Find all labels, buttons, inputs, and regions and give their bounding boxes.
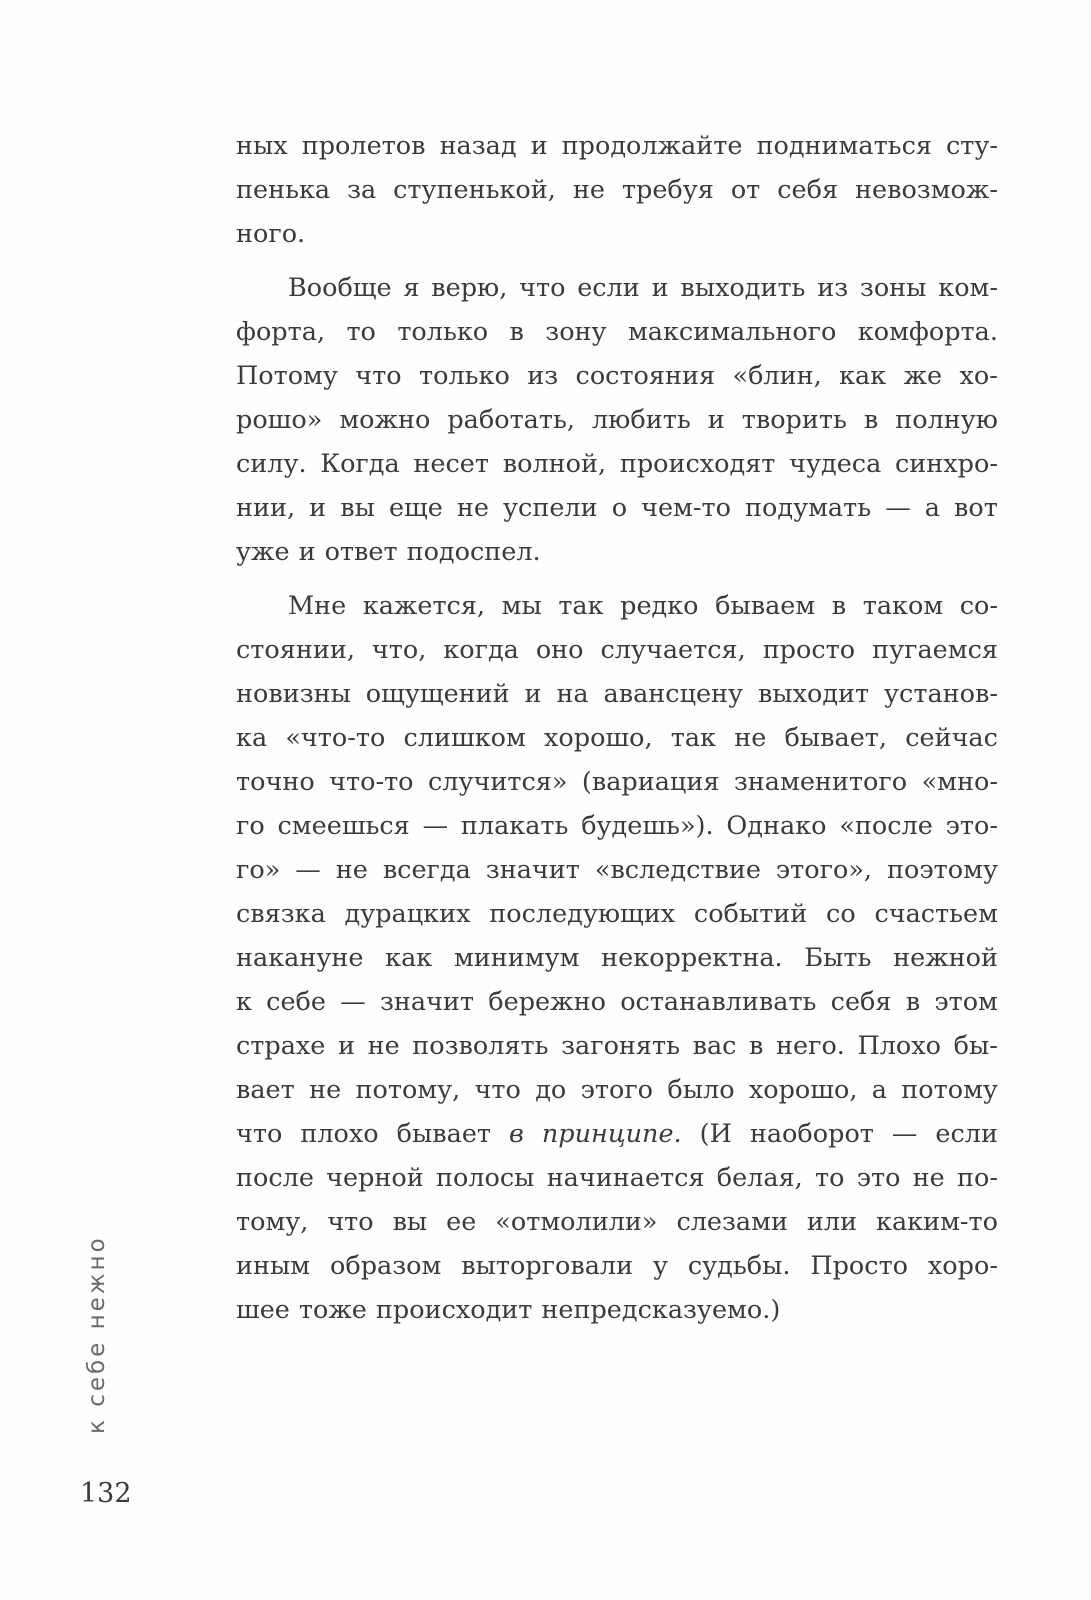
text-line: что плохо бывает в принципе. (И наоборот — если	[236, 1119, 998, 1149]
text-line: к себе — значит бережно останавливать себя в этом	[236, 987, 998, 1017]
text-line: ных пролетов назад и продолжайте подниматься сту-	[236, 131, 998, 161]
text-line: тому, что вы ее «отмолили» слезами или каким-то	[236, 1207, 998, 1237]
text-line: уже и ответ подоспел.	[236, 537, 541, 567]
paragraph	[236, 124, 998, 256]
paragraph	[236, 584, 998, 1332]
page-number: 132	[80, 1478, 132, 1509]
text-line: стоянии, что, когда оно случается, просто пугаемся	[236, 635, 998, 665]
text-line: пенька за ступенькой, не требуя от себя невозмож-	[236, 175, 998, 205]
body-text	[236, 124, 998, 1332]
text-line: вает не потому, что до этого было хорошо, а потому	[236, 1075, 998, 1105]
text-line: Вообще я верю, что если и выходить из зоны ком-	[288, 273, 998, 303]
text-line: ка «что-то слишком хорошо, так не бывает, сейчас	[236, 723, 998, 753]
text-line: шее тоже происходит непредсказуемо.)	[236, 1295, 781, 1325]
paragraph-gap	[236, 574, 998, 584]
text-line: Потому что только из состояния «блин, как же хо-	[236, 361, 998, 391]
text-line: го смеешься — плакать будешь»). Однако «после это-	[236, 811, 998, 841]
text-line: новизны ощущений и на авансцену выходит установ-	[236, 679, 998, 709]
text-line: нии, и вы еще не успели о чем-то подумать — а вот	[236, 493, 998, 523]
paragraph	[236, 266, 998, 574]
text-line: связка дурацких последующих событий со счастьем	[236, 899, 998, 929]
text-line: ного.	[236, 219, 306, 249]
paragraph-gap	[236, 256, 998, 266]
text-line: иным образом выторговали у судьбы. Просто хоро-	[236, 1251, 998, 1281]
text-line: рошо» можно работать, любить и творить в полную	[236, 405, 998, 435]
text-line: форта, то только в зону максимального комфорта.	[236, 317, 998, 347]
text-line: точно что-то случится» (вариация знаменитого «мно-	[236, 767, 998, 797]
text-line: после черной полосы начинается белая, то это не по-	[236, 1163, 998, 1193]
text-line: го» — не всегда значит «вследствие этого», поэтому	[236, 855, 998, 885]
text-line: страхе и не позволять загонять вас в него. Плохо бы-	[236, 1031, 998, 1061]
running-head: к себе нежно	[84, 1235, 110, 1434]
text-line: накануне как минимум некорректна. Быть нежной	[236, 943, 998, 973]
text-line: Мне кажется, мы так редко бываем в таком со-	[288, 591, 998, 621]
text-line: силу. Когда несет волной, происходят чудеса синхро-	[236, 449, 998, 479]
